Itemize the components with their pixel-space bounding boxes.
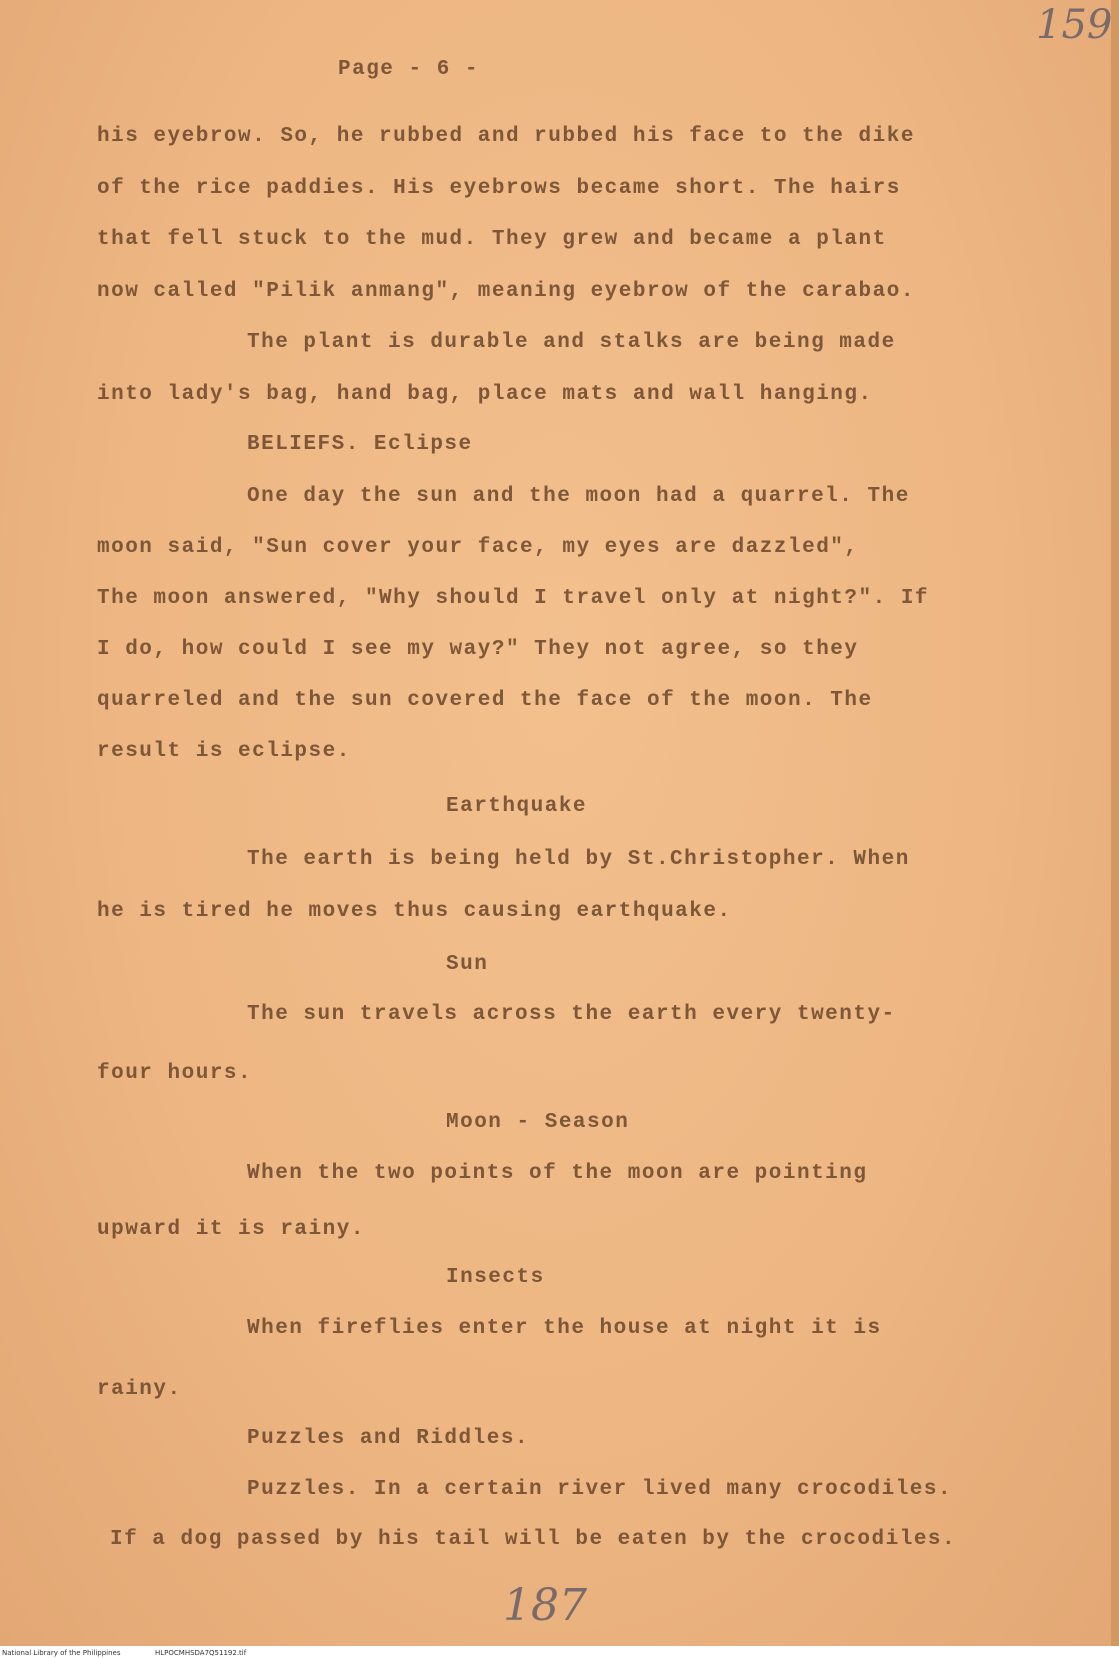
text-line: of the rice paddies. His eyebrows became short. The hairs [97, 177, 901, 200]
text-line: The moon answered, "Why should I travel only at night?". If [97, 587, 930, 610]
text-line: One day the sun and the moon had a quarrel. The [247, 485, 910, 508]
footer-file-code: HLPOCMHSDA7Q51192.tif [155, 1649, 247, 1657]
text-line: his eyebrow. So, he rubbed and rubbed his face to the dike [97, 125, 915, 148]
subheading: Moon - Season [446, 1111, 630, 1134]
text-line: I do, how could I see my way?" They not agree, so they [97, 638, 859, 661]
text-line: result is eclipse. [97, 740, 351, 763]
page-edge [1111, 0, 1119, 1658]
page-header: Page - 6 - [338, 58, 480, 81]
text-line: quarreled and the sun covered the face of the moon. The [97, 689, 873, 712]
text-line: The earth is being held by St.Christopher. When [247, 848, 910, 871]
subheading: Sun [446, 953, 489, 976]
text-line: When the two points of the moon are pointing [247, 1162, 868, 1185]
text-line: Puzzles. In a certain river lived many crocodiles. [247, 1478, 953, 1501]
text-line: When fireflies enter the house at night it is [247, 1317, 882, 1340]
text-line: now called "Pilik anmang", meaning eyebrow of the carabao. [97, 280, 915, 303]
text-line: that fell stuck to the mud. They grew and became a plant [97, 228, 887, 251]
text-line: moon said, "Sun cover your face, my eyes are dazzled", [97, 536, 859, 559]
text-line: into lady's bag, hand bag, place mats and wall hanging. [97, 383, 873, 406]
text-line: upward it is rainy. [97, 1218, 365, 1241]
text-line: he is tired he moves thus causing earthquake. [97, 900, 732, 923]
text-line: four hours. [97, 1062, 253, 1085]
section-heading: Puzzles and Riddles. [247, 1427, 530, 1450]
footer-bar [0, 1646, 1119, 1658]
text-line: The sun travels across the earth every twenty- [247, 1003, 896, 1026]
text-line: rainy. [97, 1378, 182, 1401]
text-line: If a dog passed by his tail will be eaten by the crocodiles. [110, 1528, 957, 1551]
text-line: The plant is durable and stalks are being made [247, 331, 896, 354]
subheading: Earthquake [446, 795, 588, 818]
section-heading: BELIEFS. Eclipse [247, 433, 473, 456]
page-number-handwritten: 187 [503, 1580, 587, 1631]
footer-library: National Library of the Philippines [2, 1649, 121, 1657]
archive-number: 159 [1036, 2, 1113, 48]
subheading: Insects [446, 1266, 545, 1289]
